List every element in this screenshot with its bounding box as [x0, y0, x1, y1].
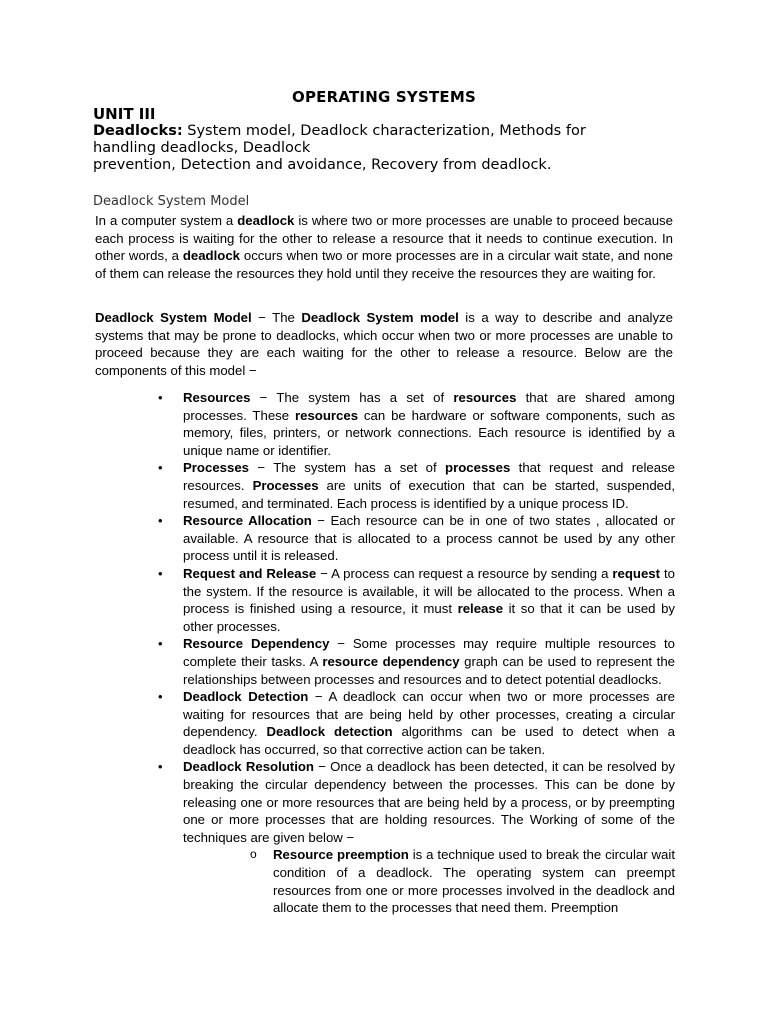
- components-list: [183, 389, 675, 917]
- bold-run: Resource Allocation: [183, 513, 312, 529]
- bold-run: Deadlock detection: [266, 724, 393, 740]
- bold-run: Request and Release: [183, 565, 317, 581]
- text-run: is a way to describe and analyze systems that may be prone to deadlocks, which occur when two or more processes are unable to proceed because they are each waiting for the other to release a resource. Below are the components of this model −: [95, 310, 673, 378]
- text-run: can be hardware or software components, such as memory, files, printers, or network connections. Each resource is identified by a unique name or identifier.: [183, 407, 675, 458]
- list-item-resource-dependency: [183, 635, 675, 688]
- unit-syllabus: [93, 123, 693, 174]
- paragraph-system-model: [95, 309, 673, 379]
- bold-run: Resource Dependency: [183, 636, 330, 652]
- text-run: − The system has a set of: [249, 460, 446, 476]
- syllabus-label: Deadlocks:: [93, 123, 183, 139]
- unit-heading: UNIT III: [93, 105, 156, 123]
- text-run: to the system. If the resource is available, it will be allocated to the process. When a process is finished using a resource, it must: [183, 565, 675, 617]
- text-run: is where two or more processes are unable to proceed because each process is waiting for the other to release a resource that it needs to continue execution. In other words, a: [95, 213, 673, 264]
- bold-run: Resources: [183, 390, 251, 405]
- bold-run: release: [457, 601, 504, 617]
- section-heading: Deadlock System Model: [93, 194, 250, 209]
- bold-run: Deadlock System Model: [95, 310, 252, 325]
- text-run: it so that it can be used by other processes.: [183, 601, 675, 634]
- bold-run: processes: [445, 460, 511, 476]
- list-item-deadlock-resolution: [183, 758, 675, 916]
- techniques-list: [273, 846, 675, 916]
- syllabus-text-1: System model, Deadlock characterization, Methods for: [182, 123, 586, 139]
- bold-run: Deadlock System model: [301, 310, 459, 325]
- text-run: In a computer system a: [95, 213, 238, 228]
- text-run: − The: [251, 310, 302, 325]
- text-run: is a technique used to break the circular wait condition of a deadlock. The operating system can preempt resources from one or more processes involved in the deadlock and allocate them to the processes that need them. Preemption: [273, 847, 675, 916]
- bold-run: resources: [294, 407, 359, 423]
- list-item-resource-allocation: [183, 512, 675, 565]
- bold-run: deadlock: [237, 213, 295, 228]
- text-run: that request and release resources.: [183, 460, 675, 493]
- bold-run: deadlock: [182, 248, 240, 264]
- bold-run: resources: [453, 390, 517, 405]
- text-run: − A deadlock can occur when two or more processes are waiting for resources that are being held by other processes, creating a circular dependency.: [183, 689, 676, 740]
- bold-run: Processes: [183, 460, 249, 476]
- text-run: algorithms can be used to detect when a deadlock has occurred, so that corrective action can be taken.: [183, 724, 675, 757]
- bold-run: Deadlock Detection: [183, 689, 309, 705]
- text-run: − Each resource can be in one of two states , allocated or available. A resource that is allocated to a process cannot be used by any other process until it is released.: [183, 513, 675, 564]
- text-run: − Once a deadlock has been detected, it can be resolved by breaking the circular dependency between the processes. This can be done by releasing one or more resources that are being held by a process, or by preempting one or more processes that are holding resources. The Working of some of the techniques are given below −: [183, 759, 675, 845]
- list-item-request-release: [183, 565, 675, 635]
- sub-item-resource-preemption: [273, 846, 675, 916]
- text-run: graph can be used to represent the relationships between processes and resources and to detect potential deadlocks.: [183, 653, 676, 687]
- document-title: OPERATING SYSTEMS: [292, 88, 476, 106]
- bold-run: Resource preemption: [273, 847, 409, 863]
- list-item-processes: [183, 459, 675, 512]
- list-item-deadlock-detection: [183, 688, 675, 758]
- text-run: − The system has a set of: [250, 390, 454, 405]
- text-run: − A process can request a resource by sending a: [316, 565, 613, 581]
- text-run: are units of execution that can be started, suspended, resumed, and terminated. Each process is identified by a unique process ID.: [183, 477, 675, 511]
- bold-run: request: [612, 565, 661, 581]
- list-item-resources: [183, 389, 675, 459]
- bold-run: Processes: [252, 477, 319, 493]
- syllabus-line-1: [93, 123, 693, 140]
- text-run: occurs when two or more processes are in a circular wait state, and none of them can release the resources they hold until they receive the resources they are waiting for.: [95, 248, 674, 281]
- syllabus-line-3: prevention, Detection and avoidance, Recovery from deadlock.: [93, 157, 552, 173]
- paragraph-deadlock-definition: [95, 212, 673, 282]
- syllabus-line-2: handling deadlocks, Deadlock: [93, 140, 311, 156]
- text-run: − Some processes may require multiple resources to complete their tasks. A: [183, 636, 675, 669]
- bold-run: resource dependency: [322, 653, 460, 669]
- text-run: that are shared among processes. These: [183, 390, 676, 423]
- bold-run: Deadlock Resolution: [183, 759, 314, 775]
